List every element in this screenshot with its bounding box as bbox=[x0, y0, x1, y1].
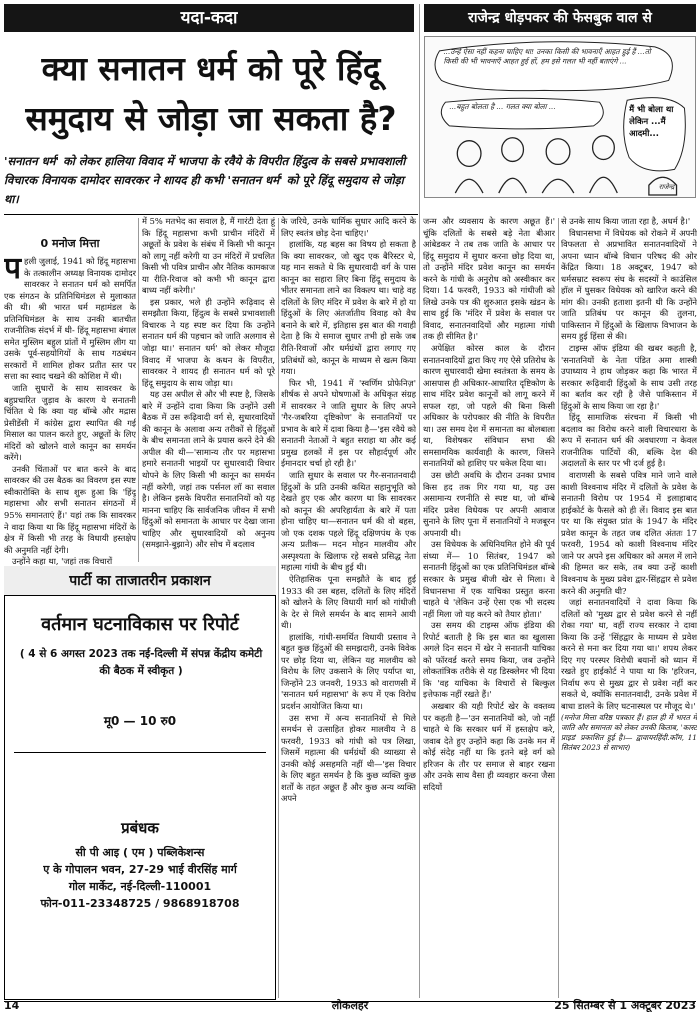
article-column-1 bbox=[4, 256, 136, 566]
column-divider bbox=[558, 218, 559, 998]
paragraph: वाराणसी के सबसे पवित्र माने जाने वाले काशी विश्वनाथ मंदिर में दलितों के प्रवेश के सनातनी विरोध पर 1954 में इलाहाबाद हाईकोर्ट के फैसले को ही लें। विवाद इस बात पर था कि संयुक्त प्रांत के 1947 के मंदिर प्रवेश कानून के तहत जब दलित अंततः 17 फरवरी, 1954 को काशी विश्वनाथ मंदिर जाने पर अपने इस अधिकार को अमल में लाने की हिम्मत कर सके, तब क्या उन्हें काशी विश्वनाथ के मुख्य प्रवेश द्वार-सिंहद्वार से प्रवेश करने की अनुमति थी? bbox=[561, 470, 697, 596]
paragraph: यह उस अपील से और भी स्पष्ट है, जिसके बारे में उन्होंने दावा किया कि उन्होंने उसी बैठक में उस रूढ़िवादी वर्ग से, सुधारवादियों की कानून के अलावा अन्य तरीकों से हिंदुओं के बीच समानता लाने के प्रयास करने देने की अपील की थी—'सामान्य तौर पर महासभा हमारे सनातनी भाइयों पर सुधारवादी विचार थोपने के लिए किसी भी कानून का समर्थन नहीं करेगी, जहां तक पर्सनल लॉ का सवाल है। लेकिन इसके विपरीत सनातनियों को यह मानना चाहिए कि सार्वजनिक जीवन में सभी हिंदुओं को समानता के आधार पर देखा जाना चाहिए और सुधारवादियों को अनुनय (समझाने-बुझाने) और सोच में बदलाव bbox=[142, 389, 275, 550]
paragraph: उस विधेयक के अधिनियमित होने की पूर्व संध्या में— 10 सितंबर, 1947 को सनातनी हिंदुओं का एक प्रतिनिधिमंडल बॉम्बे सरकार के प्रमुख बीजी खेर से मिला। वे विधानसभा में एक याचिका प्रस्तुत करना चाहते थे 'लेकिन उन्हें ऐसा एक भी सदस्य नहीं मिला जो यह करने को तैयार होता।' bbox=[423, 539, 555, 619]
cartoon bbox=[424, 36, 696, 198]
cartoon-speech-top: ...उन्हें ऐसा नहीं कहना चाहिए था! उनका किसी की भावनाएँ आहत हुई हैं ...तो किसी की भी भावनाएँ आहत हुई हों, हम इसे गलत भी नहीं बताएंगे ... bbox=[443, 46, 651, 66]
advert-subtitle: ( 4 से 6 अगस्त 2023 तक नई-दिल्ली में संपन्न केंद्रीय कमेटी की बैठक में स्वीकृत ) bbox=[19, 648, 263, 677]
cartoon-credit-band: राजेन्द्र धोड़पकर की फेसबुक वाल से bbox=[424, 4, 696, 32]
paragraph: उनकी चिंताओं पर बात करने के बाद सावरकर की उस बैठक का विवरण इस स्पष्ट स्वीकारोक्ति के साथ शुरू हुआ कि 'हिंदू महासभा और सभी सनातन संगठनों में 95% समानताएं हैं।' यहां तक कि सावरकर ने वादा किया था कि हिंदू महासभा मंदिरों के क्षेत्र में किसी भी तरह के विधायी हस्तक्षेप की अनुमति नहीं देगी। bbox=[4, 463, 136, 555]
article-column-2 bbox=[142, 216, 275, 562]
paragraph: जाति सुधार के सवाल पर गैर-सनातनवादी हिंदुओं के प्रति उनकी कथित सहानुभूति को देखते हुए एक और कारण था कि सावरकर को कानून की अपरिहार्यता के बारे में पता होना चाहिए था—सनातन धर्म की वो बहस, जो एक दशक पहले हिंदू दक्षिणपंथ के एक अन्य प्रतीक— मदन मोहन मालवीय और अस्पृश्यता के खिलाफ रहे सबसे प्रसिद्ध नेता महात्मा गांधी के बीच हुई थी। bbox=[281, 470, 416, 573]
paragraph: उस समय की टाइम्स ऑफ इंडिया की रिपोर्ट बताती है कि इस बात का खुलासा अगले दिन सदन में खेर ने सनातनी याचिका को फॉरवर्ड करते समय किया, जब उन्होंने लोकतांत्रिक तरीके से यह डिस्क्लेमर भी दिया कि 'वह याचिका के विचारों से बिल्कुल इत्तेफाक नहीं रखते हैं।' bbox=[423, 620, 555, 700]
cartoon-speech-bottom: ...बहुत बोलता है ... गलत क्या बोला ... bbox=[449, 102, 556, 112]
paragraph: अपेक्षित कोरस काल के दौरान सनातनवादियों द्वारा किए गए ऐसे प्रतिरोध के कारण सुधारवादी खेमा स्वतंत्रता के समय के आसपास ही अधिकार-आधारित दृष्टिकोण के साथ मंदिर प्रवेश कानूनों को लागू करने में सफल रहा, जो पहले की बिना किसी अधिकार के परोपकार की नीति के विपरीत था। उस समय देश में समानता का बोलबाला था, विशेषकर संविधान सभा की समसामयिक कार्यवाही के कारण, जिसने सनातनियों को हाशिए पर धकेल दिया था। bbox=[423, 343, 555, 469]
advert-address bbox=[14, 844, 266, 912]
paragraph: हिंदू सामाजिक संरचना में किसी भी बदलाव का विरोध करने वाली विचारधारा के रूप में सनातन धर्म की अवधारणा न केवल राजनीतिक पार्टियों की, बल्कि देश की अदालतों के स्तर पर भी दर्ज हुई है। bbox=[561, 412, 697, 469]
byline: 0 मनोज मित्ता bbox=[40, 237, 100, 250]
deck-rule bbox=[4, 214, 418, 215]
advert-publisher-label: प्रबंधक bbox=[121, 819, 159, 837]
magazine-name: लोकलहर bbox=[331, 999, 369, 1012]
paragraph: पहली जुलाई, 1941 को हिंदू महासभा के तत्कालीन अध्यक्ष विनायक दामोदर सावरकर ने सनातन धर्म को समर्पित एक संगठन के प्रतिनिधिमंडल से मुलाकात की थी। श्री भारत धर्म महामंडल के प्रतिनिधिमंडल के साथ उनकी बातचीत राजनीतिक संदर्भ में थी- हिंदू महासभा बंगाल समेत मुस्लिम बहुल प्रांतों में मुस्लिम लीग या उसके पूर्व-सहयोगियों के साथ गठबंधन सरकारों में शामिल होकर प्रतीत स्तर पर सत्ता का स्वाद चखने की कोशिश में थी। bbox=[4, 256, 136, 382]
advert-publisher-name: सी पी आइ ( एम ) पब्लिकेशन्स bbox=[75, 846, 205, 859]
paragraph: में 5% मतभेद का सवाल है, मैं गारंटी देता हूं कि हिंदू महासभा कभी प्राचीन मंदिरों में अछूतों के प्रवेश के संबंध में किसी भी कानून को लागू नहीं करेगी या उन मंदिरों में प्रचलित किसी भी पवित्र प्राचीन और नैतिक कामकाज या रीति-रिवाज को कभी भी कानून द्वारा बाध्य नहीं करेगी।' bbox=[142, 216, 275, 296]
paragraph: से उनके साथ किया जाता रहा है, अधर्म है।' bbox=[561, 216, 691, 226]
cartoon-signature: राजेन्द्र bbox=[658, 183, 675, 192]
advert-phone: फोन-011-23348725 / 9868918708 bbox=[40, 897, 240, 910]
article-column-5 bbox=[561, 216, 697, 1001]
cartoon-speech-right: मैं भी बोला था लेकिन ...मैं आदमी... bbox=[629, 105, 674, 139]
column-divider bbox=[419, 4, 420, 998]
paragraph: अखबार की यही रिपोर्ट खेर के वक्तव्य पर कहती है—'उन सनातनियों को, जो नहीं चाहते थे कि सरकार धर्म में हस्तक्षेप करे, जवाब देते हुए उन्होंने कहा कि उनके मन में कोई संदेह नहीं था कि इतने बड़े वर्ग को हरिजन के तौर पर समाज से बाहर रखना और उनके साथ वैसा ही व्यवहार करना जैसा सदियों bbox=[423, 700, 555, 792]
headline: क्या सनातन धर्म को पूरे हिंदू समुदाय से जोड़ा जा सकता है? bbox=[25, 49, 397, 138]
advert-address-line: गोल मार्केट, नई-दिल्ली-110001 bbox=[68, 880, 212, 893]
article-column-4 bbox=[423, 216, 555, 1001]
advert-price: मू0 — 10 रु0 bbox=[103, 714, 177, 728]
advert-header: पार्टी का ताजातरीन प्रकाशन bbox=[4, 566, 276, 596]
page-number: 14 bbox=[4, 999, 20, 1012]
paragraph: हालांकि, गांधी-समर्थित विधायी प्रस्ताव ने बहुत कुछ हिंदुओं की समझदारी, उनके विवेक पर छोड़ दिया था, लेकिन यह मालवीय को विरोध के लिए उकसाने के लिए पर्याप्त था, जिन्होंने 23 जनवरी, 1933 को वाराणसी में 'सनातन धर्म महासभा' के रूप में एक विरोध प्रदर्शन आयोजित किया था। bbox=[281, 631, 416, 711]
paragraph: इस प्रकार, भले ही उन्होंने रूढ़िवाद से समझौता किया, हिंदुत्व के सबसे प्रभावशाली विचारक ने यह स्पष्ट कर दिया कि उन्होंने सनातन धर्म की पहचान को जाति अलगाव से जोड़ा था।' सनातन धर्म' को लेकर मौजूदा विवाद में भाजपा के कथन के विपरीत, सावरकर ने शायद ही सनातन धर्म को पूरे हिंदू समुदाय के साथ जोड़ा था। bbox=[142, 296, 275, 388]
deck: 'सनातन धर्म' को लेकर हालिया विवाद में भाजपा के रवैये के विपरीत हिंदुत्व के सबसे प्रभावशाली विचारक विनायक दामोदर सावरकर ने शायद ही कभी 'सनातन धर्म' को पूरे हिंदू समुदाय से जोड़ा था। bbox=[4, 154, 406, 206]
cartoon-illustration bbox=[425, 37, 695, 197]
section-band: यदा-कदा bbox=[4, 4, 414, 32]
author-note: (मनोज मित्ता वरिष्ठ पत्रकार हैं। हाल ही में भारत में जाति और समानता को लेकर उनकी किताब, 'कास्ट प्राइड' प्रकाशित हुई है।— द्वावायरहिंदी.कॉम, 11 सितंबर 2023 से साभार) bbox=[561, 712, 697, 752]
column-divider bbox=[278, 218, 279, 998]
paragraph: हालांकि, यह बहस का विषय हो सकता है कि क्या सावरकर, जो खुद एक बैरिस्टर थे, यह मान सकते थे कि सुधारवादी वर्ग के पास कानून का सहारा लिए बिना हिंदू समुदाय के भीतर समानता लाने का विकल्प था। चाहे वह दलितों के लिए मंदिर में प्रवेश के बारे में हो या हिंदुओं के लिए अंतर्जातीय विवाह को वैध बनाने के बारे में, इतिहास इस बात की गवाही देता है कि ये समाज सुधार तभी हो सके जब रीति-रिवाजों और धर्मग्रंथों द्वारा लगाए गए प्रतिबंधों को, कानून के माध्यम से खत्म किया गया। bbox=[281, 239, 416, 377]
paragraph: ऐतिहासिक पूना समझौते के बाद हुई 1933 की उस बहस, दलितों के लिए मंदिरों को खोलने के लिए विधायी मार्ग को गांधीजी के देर से मिले समर्थन के बाद सामने आयी थी। bbox=[281, 573, 416, 631]
advert-title: वर्तमान घटनाविकास पर रिपोर्ट bbox=[41, 614, 239, 635]
drop-cap: प bbox=[4, 256, 22, 286]
paragraph: फिर भी, 1941 में 'स्वर्णिम प्रोफेनिज़' शीर्षक से अपने घोषणाओं के अधिकृत संग्रह में सावरकर ने जाति सुधार के लिए अपने 'गैर-जबरिया दृष्टिकोण' के सनातनियों पर प्रभाव के बारे में दावा किया है—'इस रवैये को सनातनी नेताओं ने बहुत सराहा था और कई प्रमुख हलकों में इस पर सौहार्दपूर्ण और ईमानदार चर्चा हो रही है।' bbox=[281, 377, 416, 469]
column-divider bbox=[138, 218, 139, 562]
article-column-3 bbox=[281, 216, 416, 1001]
paragraph: टाइम्स ऑफ इंडिया की खबर कहती है, 'सनातनियों के नेता पंडित अमा शास्त्री उपाध्याय ने हाथ जोड़कर कहा कि भारत में सरकार रूढ़िवादी हिंदुओं के साथ उसी तरह का बर्ताव कर रही है जैसे पाकिस्तान में हिंदुओं के साथ किया जा रहा है।' bbox=[561, 343, 697, 411]
paragraph: उस सभा में अन्य सनातनियों से मिले समर्थन से उत्साहित होकर मालवीय ने 8 फरवरी, 1933 को गांधी को पत्र लिखा, जिसमें महात्मा की धर्मग्रंथों की व्याख्या से उनकी कोई असहमति नहीं थी—'इस विचार के लिए बहुत समर्थन है कि कुछ व्यक्ति कुछ शर्तों के तहत अछूत हैं और कुछ अन्य व्यक्ति अपने bbox=[281, 712, 416, 804]
issue-date: 25 सितम्बर से 1 अक्टूबर 2023 bbox=[554, 999, 696, 1012]
advert-divider bbox=[14, 752, 266, 753]
paragraph: विधानसभा में विधेयक को रोकने में अपनी विफलता से अप्रभावित सनातनवादियों ने अपना ध्यान बॉम्बे विधान परिषद की ओर केंद्रित किया। 18 अक्टूबर, 1947 को धर्मसम्राट स्वरूप संघ के सदस्यों ने काउंसिल हॉल में घुसकर विधेयक को खारिज करने की मांग की। उनकी हताशा इतनी थी कि उन्होंने जाति प्रतिबंध पर कानून की तुलना, पाकिस्तान में हिंदुओं के खिलाफ विभाजन के समय हुई हिंसा से की। bbox=[561, 227, 697, 342]
paragraph: उन्होंने कहा था, 'जहां तक विचारों bbox=[12, 556, 113, 566]
paragraph: जन्म और व्यवसाय के कारण अछूत हैं।' चूंकि दलितों के सबसे बड़े नेता बीआर आंबेडकर ने तब तक जाति के आधार पर हिंदू समुदाय में सुधार करना छोड़ दिया था, तो उन्होंने मंदिर प्रवेश कानून का समर्थन करने के गांधी के अनुरोध को अस्वीकार कर दिया। 14 फरवरी, 1933 को गांधीजी को लिखे उनके पत्र की शुरुआत इसके खंडन के साथ हुई कि 'मंदिर में प्रवेश के सवाल पर विवाद, सनातनवादियों और महात्मा गांधी तक ही सीमित है।' bbox=[423, 216, 555, 342]
paragraph: जहां सनातनवादियों ने दावा किया कि दलितों को 'मुख्य द्वार से प्रवेश करने से नहीं रोका गया' था, वहीं राज्य सरकार ने दावा किया कि उन्हें 'सिंहद्वार के माध्यम से प्रवेश करने से मना कर दिया गया था।' शपथ लेकर दिए गए परस्पर विरोधी बयानों को ध्यान में रखते हुए हाईकोर्ट ने पाया था कि 'हरिजन, निर्वाध रूप से मुख्य द्वार से प्रवेश नहीं कर सकते थे, क्योंकि सनातनवादी, उनके प्रवेश में बाधा डालने के लिए घटनास्थल पर मौजूद थे।' bbox=[561, 597, 697, 711]
advert-address-line: ए के गोपालन भवन, 27-29 भाई वीरसिंह मार्ग bbox=[43, 863, 237, 876]
paragraph: जाति सुधारों के साथ सावरकर के बहुप्रचारित जुड़ाव के कारण ये सनातनी चिंतित थे कि क्या यह बॉम्बे और मद्रास प्रेसीडेंसी में कांग्रेस द्वारा स्थापित की गई मिसाल का पालन करते हुए, अछूतों के लिए मंदिरों को खोलने वाले कानून का समर्थन करेंगे। bbox=[4, 383, 136, 463]
paragraph: उस छोटी अवधि के दौरान उनका प्रभाव किस हद तक गिर गया था, यह उस असामान्य रणनीति से स्पष्ट था, जो बॉम्बे मंदिर प्रवेश विधेयक पर अपनी आवाज सुनाने के लिए पूना में सनातनियों ने मजबूरन अपनायी थी। bbox=[423, 470, 555, 538]
paragraph: के जरिये, उनके धार्मिक सुधार आदि करने के लिए स्वतंत्र छोड़ देना चाहिए।' bbox=[281, 216, 416, 238]
